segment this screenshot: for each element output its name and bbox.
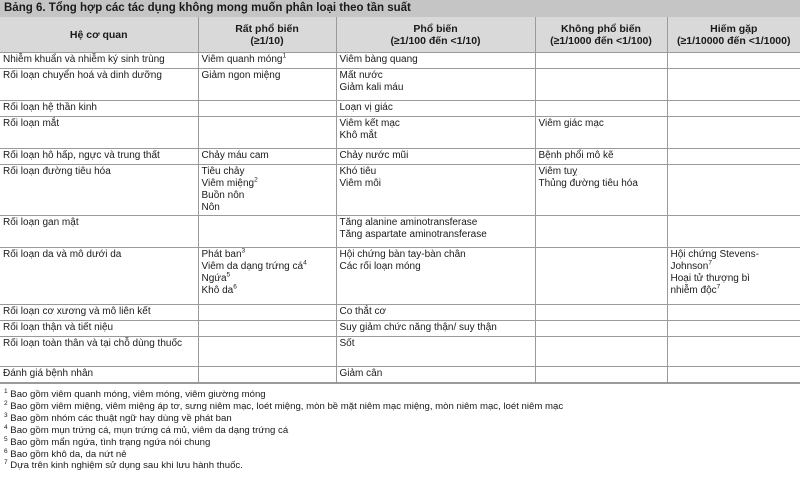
table-row xyxy=(0,367,800,383)
very-common-cell xyxy=(198,248,336,305)
effect-item: Buồn nôn xyxy=(201,190,245,201)
uncommon-cell xyxy=(535,69,667,101)
effect-item: Loạn vị giác xyxy=(339,102,393,113)
footnote-ref: 1 xyxy=(282,52,287,60)
effect-item: Johnson$^7$ xyxy=(670,259,712,272)
effect-item: Giảm cân xyxy=(339,368,383,379)
effect-item: Tiêu chảy xyxy=(201,166,245,177)
organ-system-cell: Rối loạn chuyển hoá và dinh dưỡng xyxy=(0,69,198,101)
footnote-item: $^5$ Bao gồm mẩn ngứa, tình trạng ngứa nói chung xyxy=(4,435,211,448)
very-common-cell xyxy=(198,69,336,101)
very-common-cell xyxy=(198,337,336,367)
footnote-ref: 7 xyxy=(716,283,721,291)
table-row xyxy=(0,165,800,216)
effect-item: Viêm kết mạc xyxy=(339,118,400,129)
effect-item: Hoại tử thượng bì xyxy=(670,273,750,284)
effect-item: Ngứa$^5$ xyxy=(201,271,231,284)
footnote-item: $^7$ Dựa trên kinh nghiệm sử dụng sau khi lưu hành thuốc. xyxy=(4,459,243,472)
organ-system-cell: Rối loạn gan mật xyxy=(0,216,198,248)
very-common-cell xyxy=(198,53,336,69)
very-common-cell xyxy=(198,101,336,117)
common-cell xyxy=(336,248,535,305)
organ-system-cell: Rối loạn đường tiêu hóa xyxy=(0,165,198,216)
very-common-cell xyxy=(198,117,336,149)
effect-item: Bệnh phổi mô kẽ xyxy=(538,150,614,161)
table-row xyxy=(0,305,800,321)
very-common-cell xyxy=(198,149,336,165)
rare-cell xyxy=(667,165,800,216)
organ-system-cell: Rối loạn mắt xyxy=(0,117,198,149)
header-organ-system: Hệ cơ quan xyxy=(0,17,198,53)
footnote-ref: 5 xyxy=(226,271,231,279)
uncommon-cell xyxy=(535,337,667,367)
very-common-cell xyxy=(198,321,336,337)
effect-item: Hội chứng Stevens- xyxy=(670,249,759,260)
table-row xyxy=(0,53,800,69)
footnote-item: $^4$ Bao gồm mụn trứng cá, mụn trứng cá mủ, viêm da dạng trứng cá xyxy=(4,423,289,436)
common-cell xyxy=(336,165,535,216)
header-very-common: Rất phổ biến (≥1/10) xyxy=(198,17,336,53)
table-row xyxy=(0,216,800,248)
table-row xyxy=(0,69,800,101)
table-caption: Bảng 6. Tổng hợp các tác dụng không mong muốn phân loại theo tần suất xyxy=(0,0,800,17)
footnote-item: $^3$ Bao gồm nhóm các thuật ngữ hay dùng về phát ban xyxy=(4,411,232,424)
footnote-ref: 6 xyxy=(233,283,237,291)
effect-item: Co thắt cơ xyxy=(339,306,387,317)
uncommon-cell xyxy=(535,165,667,216)
header-common: Phổ biến (≥1/100 đến <1/10) xyxy=(336,17,535,53)
footnote-item: $^6$ Bao gồm khô da, da nứt nẻ xyxy=(4,447,127,460)
common-cell xyxy=(336,101,535,117)
rare-cell xyxy=(667,117,800,149)
header-rare: Hiếm gặp (≥1/10000 đến <1/1000) xyxy=(667,17,800,53)
common-cell xyxy=(336,53,535,69)
very-common-cell xyxy=(198,367,336,383)
effect-item: Viêm tuỵ xyxy=(538,166,578,177)
common-cell xyxy=(336,321,535,337)
effect-item: Mất nước xyxy=(339,70,383,81)
effect-item: Khô mắt xyxy=(339,130,377,141)
table-row xyxy=(0,321,800,337)
effect-item: Viêm da dạng trứng $cá^4$ xyxy=(201,259,307,272)
footnote-ref: 2 xyxy=(254,176,258,184)
uncommon-cell xyxy=(535,53,667,69)
organ-system-cell: Rối loạn da và mô dưới da xyxy=(0,248,198,305)
effect-item: Giảm ngon miệng xyxy=(201,70,281,81)
uncommon-cell xyxy=(535,101,667,117)
footnote-item: $^2$ Bao gồm viêm miệng, viêm miệng áp tơ, sưng niêm mạc, loét miệng, mòn bề mặt niêm mạc miệng, mòn niêm mạc, loét niêm mạc xyxy=(4,399,564,412)
rare-cell xyxy=(667,321,800,337)
effect-item: Viêm môi xyxy=(339,178,381,189)
table-row xyxy=(0,117,800,149)
footnote-ref: 4 xyxy=(303,259,307,267)
footnote-ref: 7 xyxy=(708,259,712,267)
effect-item: Giảm kali máu xyxy=(339,82,404,93)
rare-cell xyxy=(667,216,800,248)
footnote-item: $^1$ Bao gồm viêm quanh móng, viêm móng, viêm giường móng xyxy=(4,387,266,400)
effect-item: Khô $da^6$ xyxy=(201,283,237,296)
rare-cell xyxy=(667,149,800,165)
common-cell xyxy=(336,337,535,367)
effect-item: Tăng aspartate aminotransferase xyxy=(339,229,487,240)
organ-system-cell: Rối loạn thận và tiết niệu xyxy=(0,321,198,337)
uncommon-cell xyxy=(535,321,667,337)
very-common-cell xyxy=(198,305,336,321)
effect-item: Các rối loạn móng xyxy=(339,261,421,272)
effect-item: Hội chứng bàn tay-bàn chân xyxy=(339,249,466,260)
effect-item: Chảy nước mũi xyxy=(339,150,409,161)
table-row xyxy=(0,149,800,165)
uncommon-cell xyxy=(535,216,667,248)
common-cell xyxy=(336,149,535,165)
rare-cell xyxy=(667,337,800,367)
table-row xyxy=(0,101,800,117)
organ-system-cell: Nhiễm khuẩn và nhiễm ký sinh trùng xyxy=(0,53,198,69)
organ-system-cell: Rối loạn toàn thân và tại chỗ dùng thuốc xyxy=(0,337,198,367)
rare-cell xyxy=(667,69,800,101)
header-uncommon: Không phổ biến (≥1/1000 đến <1/100) xyxy=(535,17,667,53)
effect-item: Phát ban$^3$ xyxy=(201,247,246,260)
footnotes xyxy=(0,383,800,472)
uncommon-cell xyxy=(535,117,667,149)
uncommon-cell xyxy=(535,248,667,305)
organ-system-cell: Rối loạn hệ thần kinh xyxy=(0,101,198,117)
effect-item: Chảy máu cam xyxy=(201,150,269,161)
effect-item: Nôn xyxy=(201,202,220,213)
effect-item: Khó tiêu xyxy=(339,166,377,177)
footnote-ref: 3 xyxy=(241,247,246,255)
rare-cell xyxy=(667,101,800,117)
effect-item: Suy giảm chức năng thận/ suy thận xyxy=(339,322,497,333)
uncommon-cell xyxy=(535,305,667,321)
effect-item: Thủng đường tiêu hóa xyxy=(538,178,638,189)
effect-item: Sốt xyxy=(339,338,355,349)
effect-item: Viêm giác mạc xyxy=(538,118,604,129)
common-cell xyxy=(336,69,535,101)
organ-system-cell: Rối loạn hô hấp, ngực và trung thất xyxy=(0,149,198,165)
uncommon-cell xyxy=(535,149,667,165)
organ-system-cell: Rối loạn cơ xương và mô liên kết xyxy=(0,305,198,321)
common-cell xyxy=(336,117,535,149)
rare-cell xyxy=(667,367,800,383)
uncommon-cell xyxy=(535,367,667,383)
effect-item: nhiễm độc$^7$ xyxy=(670,283,721,296)
table-row xyxy=(0,248,800,305)
organ-system-cell: Đánh giá bệnh nhân xyxy=(0,367,198,383)
effect-item: Tăng alanine aminotransferase xyxy=(339,217,478,228)
rare-cell xyxy=(667,305,800,321)
effect-item: Viêm miệng$^2$ xyxy=(201,176,258,189)
rare-cell xyxy=(667,248,800,305)
table-row xyxy=(0,337,800,367)
effect-item: Viêm bàng quang xyxy=(339,54,418,65)
table-header-row xyxy=(0,17,800,53)
very-common-cell xyxy=(198,216,336,248)
rare-cell xyxy=(667,53,800,69)
common-cell xyxy=(336,216,535,248)
common-cell xyxy=(336,305,535,321)
common-cell xyxy=(336,367,535,383)
effect-item: Viêm quanh móng$^1$ xyxy=(201,52,287,65)
adverse-effects-table xyxy=(0,17,800,383)
very-common-cell xyxy=(198,165,336,216)
